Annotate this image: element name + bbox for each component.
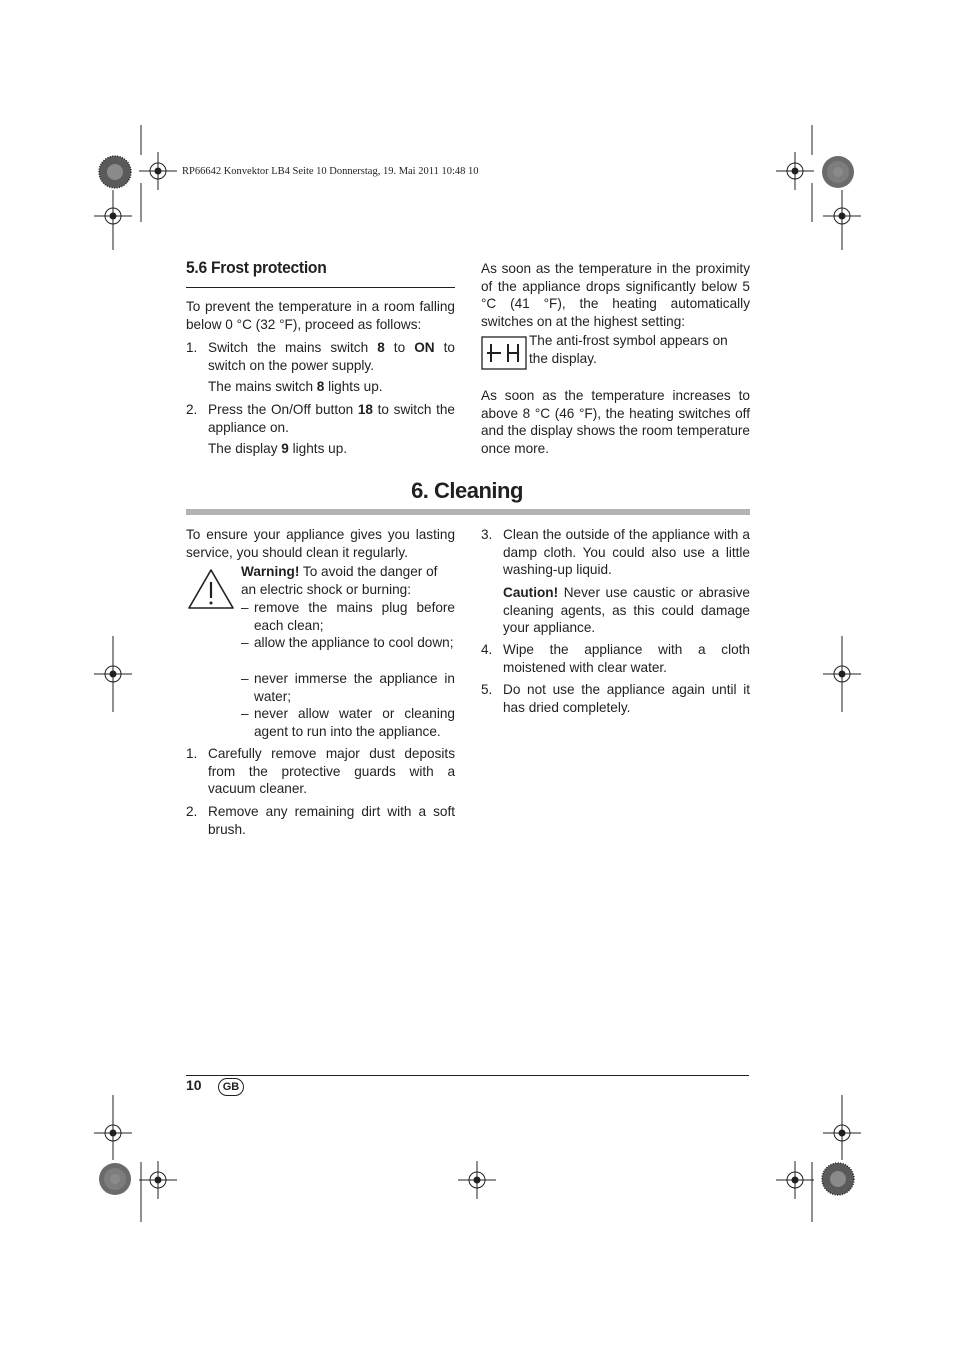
heading-rule [186,287,455,288]
step-text: Switch the mains switch [208,340,378,355]
frost-step-2-result [208,440,455,458]
step-text: to [384,340,415,355]
cleaning-step-2 [186,803,455,838]
warning-bullet [241,634,455,652]
frost-right-paragraph-2: As soon as the temperature increases to above 8 °C (46 °F), the heating switches off and the display shows the room temperature once more. [481,388,750,456]
result-text: The display [208,441,282,456]
dash-marker: – [241,706,249,721]
warning-bullet [241,705,455,740]
warning-label: Warning! [241,564,300,579]
language-badge: GB [218,1078,244,1096]
bullet-text: allow the appliance to cool down; [254,635,454,650]
page-number: 10 [186,1077,202,1093]
frost-step-1 [186,339,455,374]
warning-bullet [241,599,455,634]
switch-ref: 8 [377,340,385,355]
dash-marker: – [241,635,249,650]
result-text: The mains switch [208,379,317,394]
footer-rule [186,1075,749,1076]
step-number: 2. [186,804,198,819]
result-text: lights up. [324,379,383,394]
step-text: Carefully remove major dust deposits from the protective guards with a vacuum cleaner. [208,746,455,797]
caution-label: Caution! [503,585,559,600]
frost-intro: To prevent the temperature in a room falling below 0 °C (32 °F), proceed as follows: [186,299,455,332]
dash-marker: – [241,671,249,686]
step-number: 1. [186,746,198,761]
step-number: 2. [186,402,198,417]
print-slug: RP66642 Konvektor LB4 Seite 10 Donnerstag, 19. Mai 2011 10:48 10 [182,166,479,177]
caution-note [503,584,750,637]
switch-ref: 8 [316,379,325,394]
step-text: Do not use the appliance again until it has dried completely. [503,682,750,715]
cleaning-intro: To ensure your appliance gives you lasting service, you should clean it regularly. [186,527,455,560]
warning-body: To avoid the danger of an electric shock or burning: [241,564,438,597]
button-ref: 18 [357,402,373,417]
bullet-text: remove the mains plug before each clean; [254,600,455,633]
frost-step-2 [186,401,455,436]
cleaning-step-4 [481,641,750,676]
step-text: to switch the appliance on. [208,402,455,435]
cleaning-step-3 [481,526,750,579]
frost-right-paragraph-1: As soon as the temperature in the proximity of the appliance drops significantly below 5 °C (41 °F), the heating automatically switches on at the highest setting: [481,261,750,329]
frost-step-1-result [208,378,455,396]
display-ref: 9 [281,441,289,456]
on-label: ON [414,340,435,355]
dash-marker: – [241,600,249,615]
cleaning-heading: 6. Cleaning [411,478,523,503]
warning-text [241,563,455,598]
result-text: lights up. [288,441,348,456]
cleaning-step-5 [481,681,750,716]
step-number: 1. [186,340,198,355]
frost-protection-heading: 5.6 Frost protection [186,258,327,277]
caution-body: Never use caustic or abrasive cleaning agents, as this could damage your appliance. [503,585,750,636]
warning-bullet [241,670,455,705]
step-text: Press the On/Off button [208,402,358,417]
cleaning-step-1 [186,745,455,798]
warning-triangle-icon [186,567,236,611]
step-text: Wipe the appliance with a cloth moistened with clear water. [503,642,750,675]
step-number: 5. [481,682,493,697]
section-rule [186,509,750,515]
step-text: Clean the outside of the appliance with a damp cloth. You could also use a little washing-up liquid. [503,527,750,578]
bullet-text: never immerse the appliance in water; [254,671,455,704]
step-number: 3. [481,527,493,542]
step-text: Remove any remaining dirt with a soft brush. [208,804,455,837]
step-text: to switch on the power supply. [208,340,455,373]
bullet-text: never allow water or cleaning agent to run into the appliance. [254,706,455,739]
anti-frost-symbol-text: The anti-frost symbol appears on the display. [529,333,728,366]
anti-frost-symbol-icon [481,336,527,370]
step-number: 4. [481,642,493,657]
